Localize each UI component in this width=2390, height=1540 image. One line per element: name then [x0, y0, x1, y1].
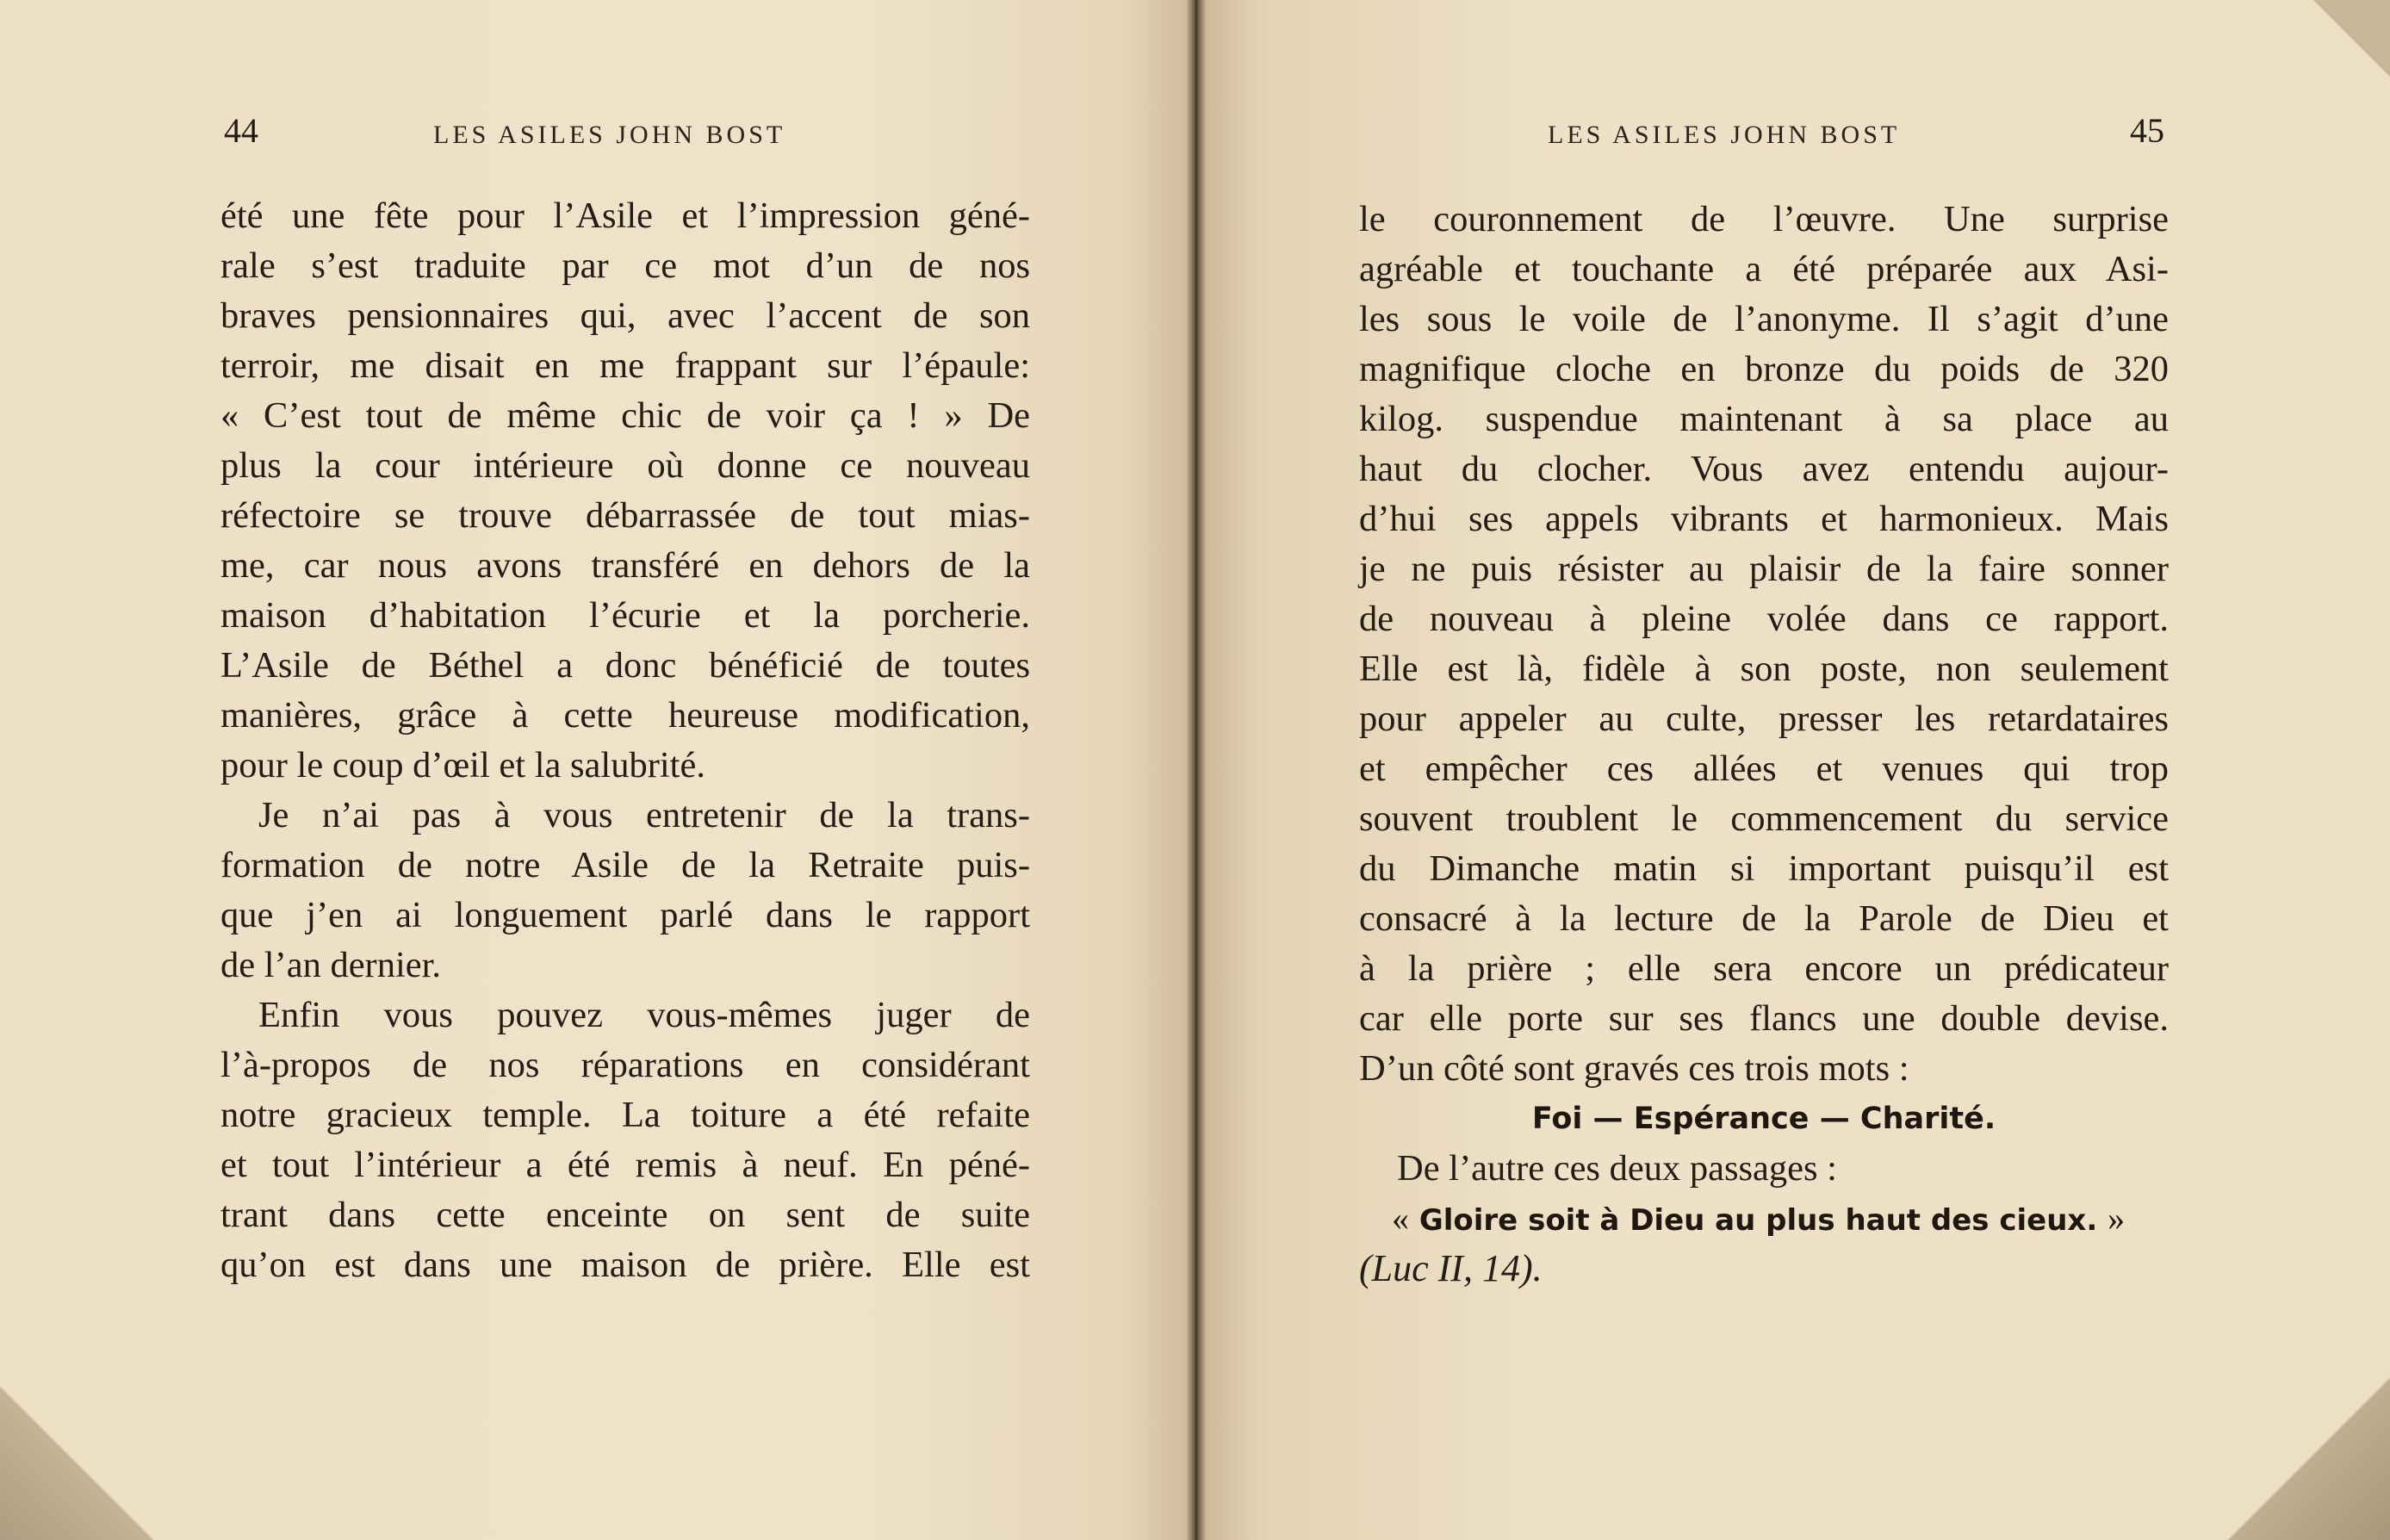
text-line: notre gracieux temple. La toiture a été refaite	[220, 1095, 1030, 1135]
page-corner-top-right	[2312, 0, 2390, 78]
text-line: haut du clocher. Vous avez entendu aujour-	[1359, 449, 2169, 489]
page-number-right: 45	[2130, 111, 2164, 150]
left-page-body	[220, 191, 1030, 1290]
text-line: d’hui ses appels vibrants et harmonieux. Mais	[1359, 499, 2169, 539]
running-head-right: LES ASILES JOHN BOST	[1548, 121, 1901, 149]
text-line: manières, grâce à cette heureuse modification,	[220, 695, 1030, 736]
text-line: de nouveau à pleine volée dans ce rapport.	[1359, 599, 2169, 639]
text-line: « C’est tout de même chic de voir ça ! » De	[220, 395, 1030, 436]
text-line: Elle est là, fidèle à son poste, non seulement	[1359, 649, 2169, 689]
text-line: formation de notre Asile de la Retraite puis-	[220, 845, 1030, 885]
text-line: qu’on est dans une maison de prière. Elle est	[220, 1245, 1030, 1285]
text-line: De l’autre ces deux passages :	[1397, 1148, 1837, 1189]
text-line: et tout l’intérieur a été remis à neuf. En péné-	[220, 1145, 1030, 1185]
scripture-reference: (Luc II, 14).	[1359, 1247, 1543, 1289]
text-line: magnifique cloche en bronze du poids de 320	[1359, 349, 2169, 389]
text-line: le couronnement de l’œuvre. Une surprise	[1359, 199, 2169, 239]
text-line: kilog. suspendue maintenant à sa place au	[1359, 399, 2169, 439]
page-corner-bottom-right	[2226, 1376, 2390, 1540]
quote-text: Gloire soit à Dieu au plus haut des cieux.	[1418, 1203, 2098, 1238]
text-line: à la prière ; elle sera encore un prédicateur	[1359, 948, 2169, 989]
text-line: souvent troublent le commencement du service	[1359, 798, 2169, 839]
text-line: L’Asile de Béthel a donc bénéficié de toutes	[220, 645, 1030, 686]
text-line: été une fête pour l’Asile et l’impression géné-	[220, 196, 1030, 236]
text-line: me, car nous avons transféré en dehors de la	[220, 545, 1030, 586]
text-line: terroir, me disait en me frappant sur l’épaule:	[220, 345, 1030, 386]
text-line: du Dimanche matin si important puisqu’il est	[1359, 848, 2169, 889]
text-line: que j’en ai longuement parlé dans le rapport	[220, 895, 1030, 935]
book-gutter	[1187, 0, 1206, 1540]
text-line: agréable et touchante a été préparée aux Asi-	[1359, 249, 2169, 289]
page-corner-bottom-left	[0, 1385, 155, 1540]
right-page-body	[1359, 195, 2169, 1294]
running-head-left: LES ASILES JOHN BOST	[433, 121, 786, 149]
text-line: D’un côté sont gravés ces trois mots :	[1359, 1048, 1909, 1089]
text-line: car elle porte sur ses flancs une double devise.	[1359, 998, 2169, 1039]
page-number-left: 44	[224, 111, 258, 150]
opening-guillemet: «	[1392, 1199, 1409, 1238]
right-page	[1201, 0, 2390, 1540]
text-line: Je n’ai pas à vous entretenir de la trans-	[258, 795, 1030, 835]
text-line: trant dans cette enceinte on sent de suite	[220, 1195, 1030, 1235]
text-line: l’à-propos de nos réparations en considérant	[220, 1045, 1030, 1085]
text-line: les sous le voile de l’anonyme. Il s’agit d’une	[1359, 299, 2169, 339]
text-line: et empêcher ces allées et venues qui trop	[1359, 748, 2169, 789]
text-line: braves pensionnaires qui, avec l’accent de son	[220, 295, 1030, 336]
text-line: maison d’habitation l’écurie et la porcherie.	[220, 595, 1030, 636]
text-line: réfectoire se trouve débarrassée de tout mias-	[220, 495, 1030, 536]
bell-motto: Foi — Espérance — Charité.	[1531, 1102, 1996, 1136]
text-line: plus la cour intérieure où donne ce nouveau	[220, 445, 1030, 486]
text-line: rale s’est traduite par ce mot d’un de nos	[220, 245, 1030, 286]
text-line: pour le coup d’œil et la salubrité.	[220, 745, 705, 786]
text-line: Enfin vous pouvez vous-mêmes juger de	[258, 995, 1030, 1035]
left-page	[0, 0, 1193, 1540]
bell-inscription-quote	[1359, 1194, 2169, 1244]
text-line: je ne puis résister au plaisir de la faire sonner	[1359, 549, 2169, 589]
text-line: pour appeler au culte, presser les retardataires	[1359, 699, 2169, 739]
text-line: consacré à la lecture de la Parole de Dieu et	[1359, 898, 2169, 939]
closing-guillemet: »	[2108, 1199, 2126, 1238]
text-line: de l’an dernier.	[220, 945, 442, 985]
